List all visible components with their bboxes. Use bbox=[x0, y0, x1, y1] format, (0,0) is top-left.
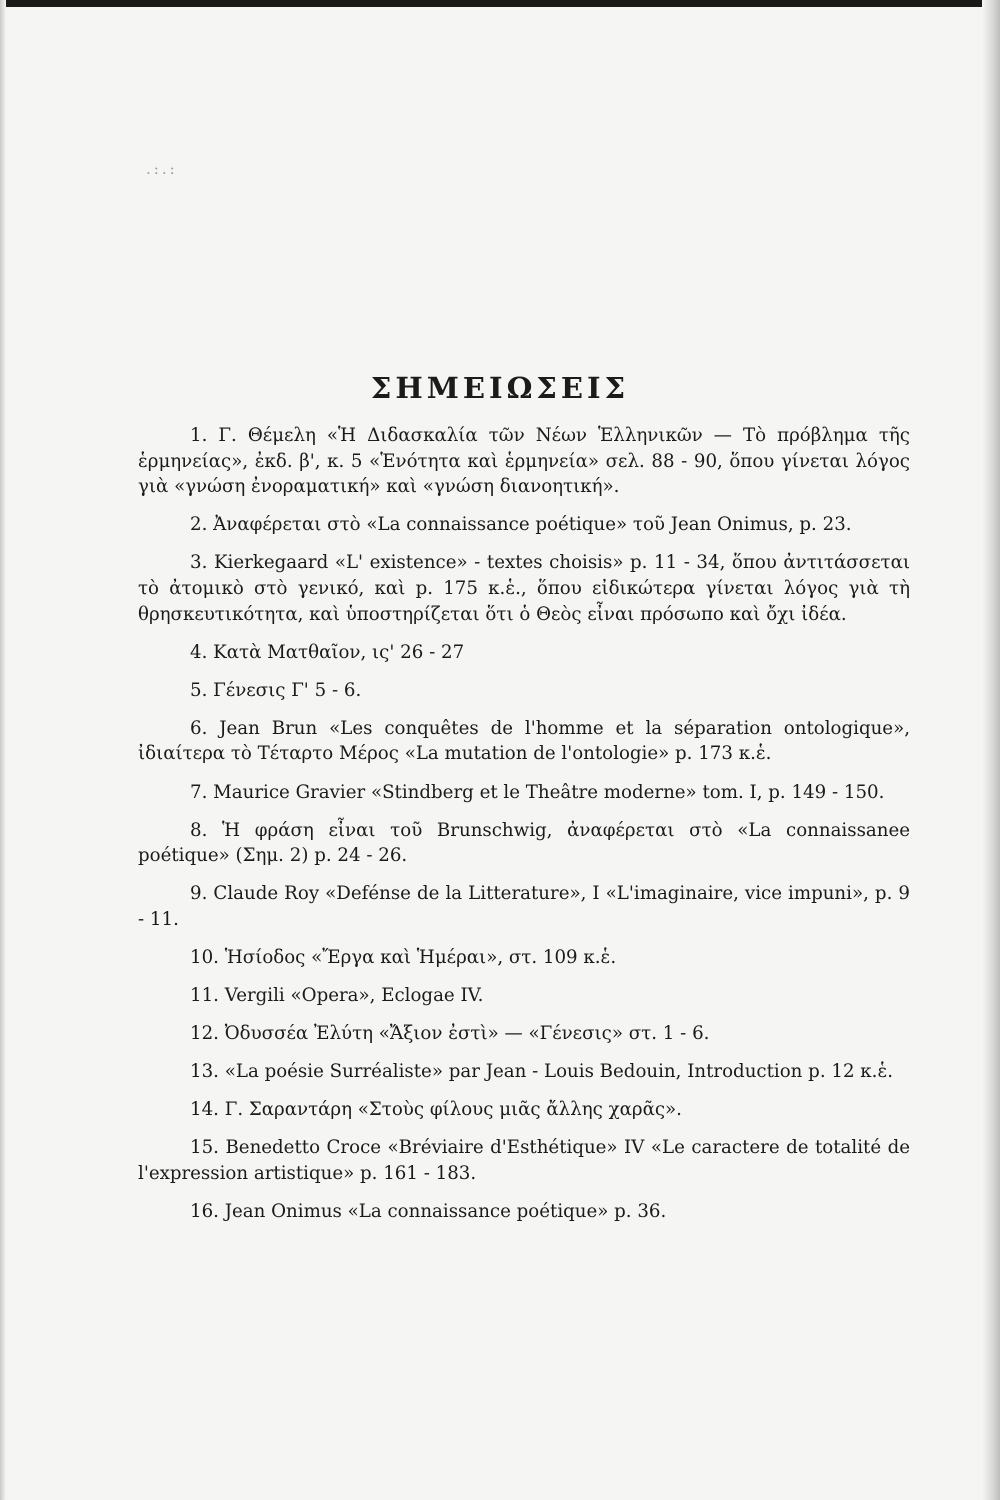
note-item bbox=[138, 1199, 910, 1225]
note-number: 8. bbox=[190, 819, 208, 841]
note-item bbox=[138, 512, 910, 538]
note-item bbox=[138, 1135, 910, 1186]
note-item bbox=[138, 983, 910, 1009]
note-item bbox=[138, 1059, 910, 1085]
note-item bbox=[138, 678, 910, 704]
note-item bbox=[138, 780, 910, 806]
note-text: Benedetto Croce «Bréviaire d'Esthétique» IV «Le caractere de totalité de l'expression artistique» p. 161 - 183. bbox=[138, 1137, 910, 1185]
note-text: «La poésie Surréaliste» par Jean - Louis Bedouin, Introduction p. 12 κ.ἑ. bbox=[224, 1061, 893, 1083]
note-number: 9. bbox=[190, 883, 208, 905]
page-number-mark: .:.: bbox=[146, 160, 178, 178]
page-top-edge bbox=[0, 0, 1000, 7]
notes-list bbox=[138, 423, 910, 1237]
note-text: Γ. Σαραντάρη «Στοὺς φίλους μιᾶς ἄλλης χαρᾶς». bbox=[224, 1099, 682, 1121]
note-text: Claude Roy «Defénse de la Litterature», I «L'imaginaire, vice impuni», p. 9 - 11. bbox=[138, 883, 910, 930]
page-right-edge bbox=[982, 0, 1000, 1500]
note-text: Ἡσίοδος «Ἔργα καὶ Ἡμέραι», στ. 109 κ.ἑ. bbox=[224, 947, 617, 968]
note-number: 15. bbox=[190, 1137, 219, 1159]
note-item bbox=[138, 1021, 910, 1047]
note-number: 7. bbox=[190, 781, 208, 803]
note-text: Kierkegaard «L' existence» - textes choisis» p. 11 - 34, ὅπου ἀντιτάσσεται τὸ ἀτομικὸ στὸ γενικό, καὶ p. 175 κ.ἑ., ὅπου εἰδικώτερα γίνεται λόγος γιὰ τὴ θρησκευτικότητα, καὶ ὑποστηρίζεται ὅτι ὁ Θεὸς εἶναι πρόσωπο καὶ ὄχι ἰδέα. bbox=[138, 552, 910, 625]
note-number: 4. bbox=[190, 641, 208, 663]
note-text: Γένεσις Γ' 5 - 6. bbox=[213, 679, 362, 701]
note-number: 5. bbox=[190, 679, 208, 701]
note-text: Vergili «Opera», Eclogae IV. bbox=[224, 985, 484, 1007]
note-text: Ὀδυσσέα Ἐλύτη «Ἄξιον ἐστὶ» — «Γένεσις» στ. 1 - 6. bbox=[224, 1023, 710, 1045]
note-item bbox=[138, 716, 910, 767]
note-item bbox=[138, 550, 910, 627]
note-item bbox=[138, 423, 910, 500]
note-text: Κατὰ Ματθαῖον, ις' 26 - 27 bbox=[213, 641, 465, 663]
note-item bbox=[138, 640, 910, 666]
note-text: Γ. Θέμελη «Ἡ Διδασκαλία τῶν Νέων Ἑλληνικῶν — Τὸ πρόβλημα τῆς ἑρμηνείας», ἐκδ. β', κ. 5 «Ἑνότητα καὶ ἑρμηνεία» σελ. 88 - 90, ὅπου γίνεται λόγος γιὰ «γνώση ἐνοραματική» καὶ «γνώση διανοητική». bbox=[138, 425, 910, 498]
note-number: 3. bbox=[190, 552, 208, 574]
note-number: 14. bbox=[190, 1099, 219, 1121]
note-item bbox=[138, 1097, 910, 1123]
note-number: 10. bbox=[190, 947, 219, 968]
note-item bbox=[138, 881, 910, 932]
note-text: Ἀναφέρεται στὸ «La connaissance poétique» τοῦ Jean Onimus, p. 23. bbox=[213, 514, 852, 536]
note-text: Maurice Gravier «Stindberg et le Theâtre moderne» tom. I, p. 149 - 150. bbox=[213, 781, 885, 803]
note-number: 6. bbox=[190, 717, 208, 739]
page-left-edge bbox=[0, 0, 6, 1500]
note-number: 2. bbox=[190, 514, 208, 536]
note-number: 16. bbox=[190, 1201, 219, 1223]
note-number: 12. bbox=[190, 1023, 219, 1045]
notes-heading: ΣΗΜΕΙΩΣΕΙΣ bbox=[370, 371, 630, 406]
note-item bbox=[138, 945, 910, 971]
note-number: 1. bbox=[190, 425, 208, 446]
note-text: Jean Brun «Les conquêtes de l'homme et la séparation ontologique», ἰδιαίτερα τὸ Τέταρτο Μέρος «La mutation de l'ontologie» p. 173 κ.ἑ. bbox=[138, 717, 910, 765]
note-item bbox=[138, 818, 910, 869]
note-text: Jean Onimus «La connaissance poétique» p. 36. bbox=[224, 1201, 667, 1223]
note-text: Ἡ φράση εἶναι τοῦ Brunschwig, ἀναφέρεται στὸ «La connaissanee poétique» (Σημ. 2) p. 24 - 26. bbox=[138, 819, 910, 867]
note-number: 11. bbox=[190, 985, 219, 1007]
note-number: 13. bbox=[190, 1061, 219, 1083]
